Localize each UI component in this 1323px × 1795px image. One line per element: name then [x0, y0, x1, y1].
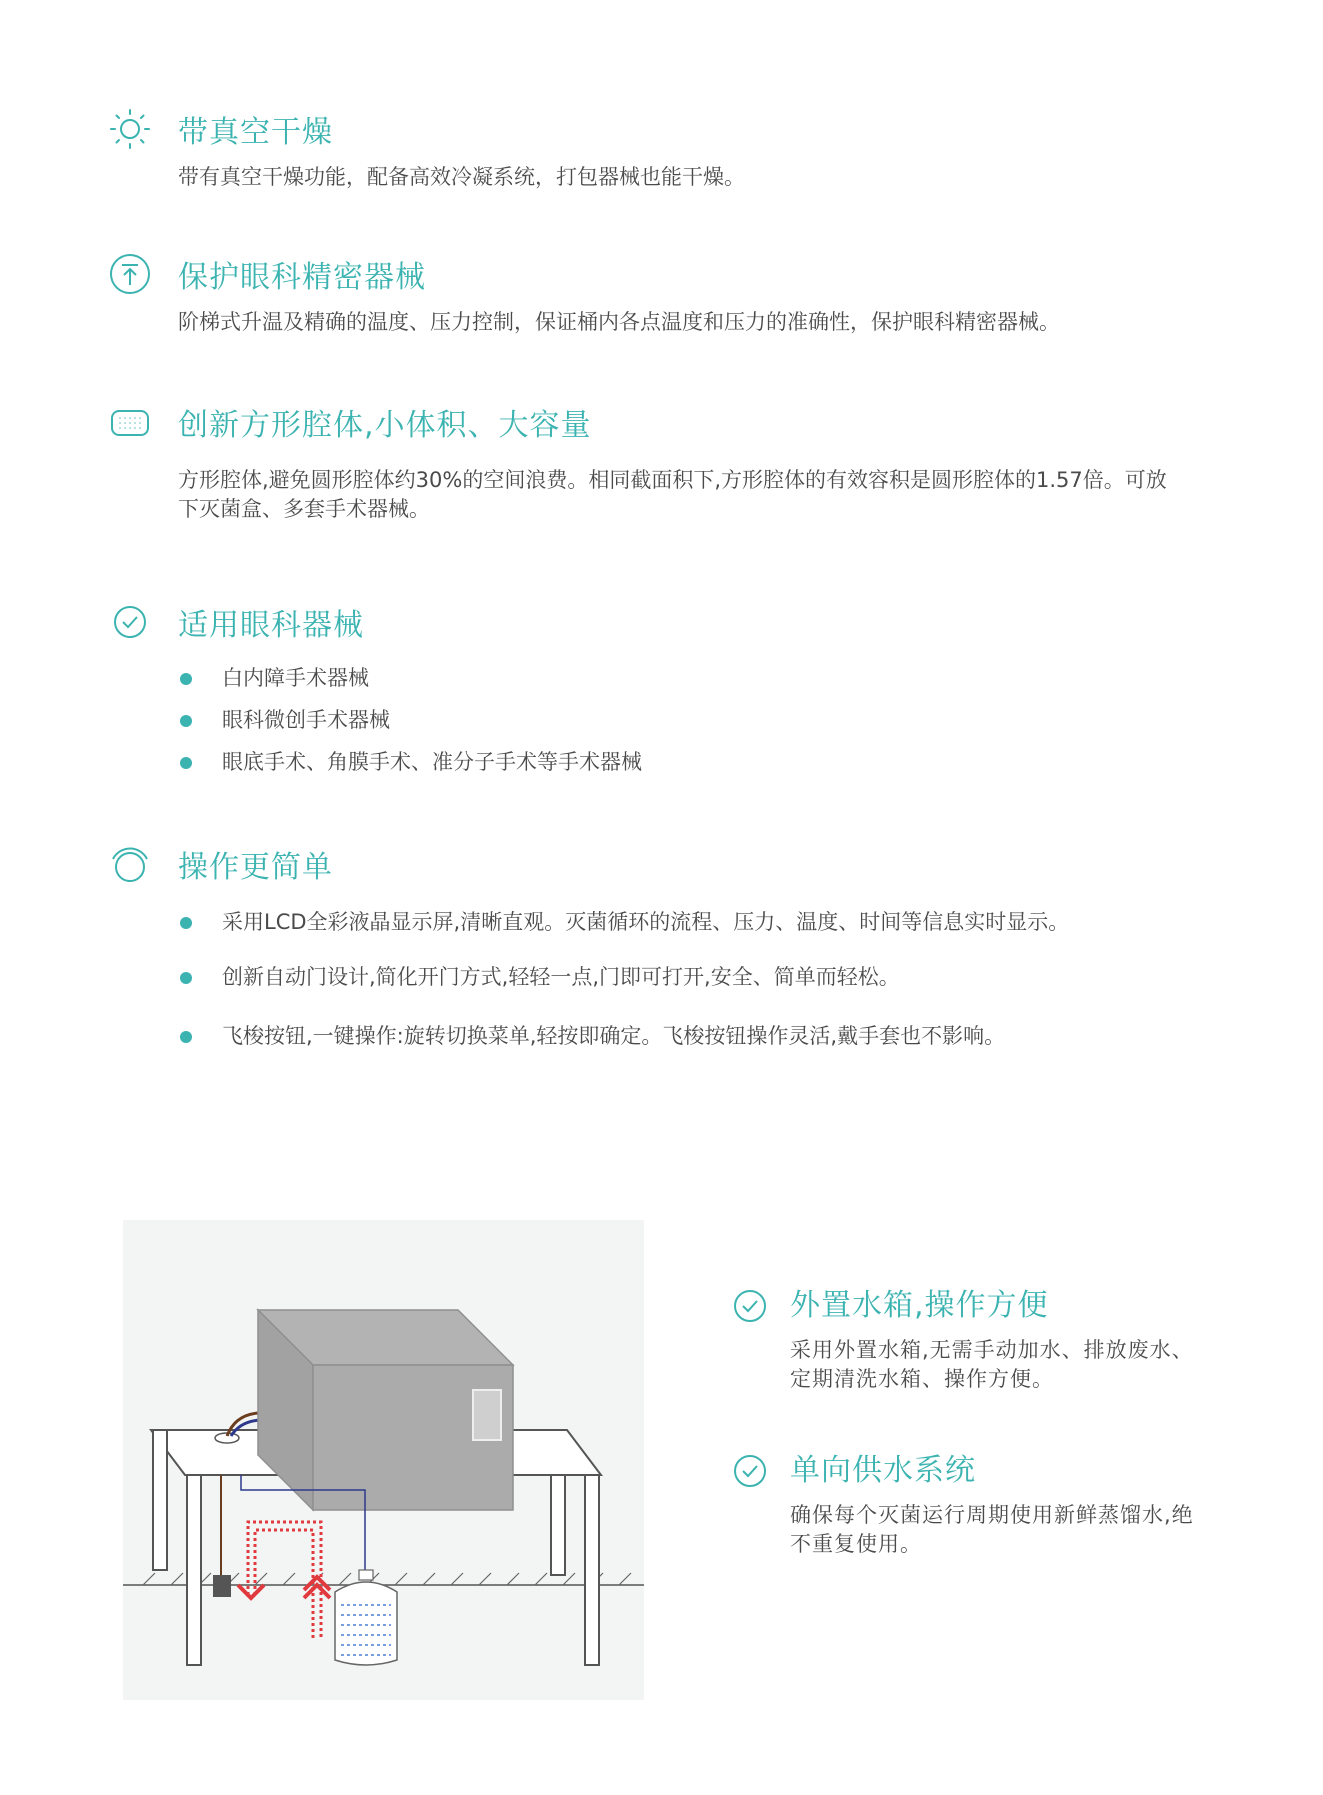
dial-icon	[108, 842, 152, 886]
section-desc: 带有真空干燥功能，配备高效冷凝系统，打包器械也能干燥。	[178, 165, 745, 189]
bullet-dot	[180, 715, 192, 727]
section-desc: 方形腔体,避免圆形腔体约30%的空间浪费。相同截面积下,方形腔体的有效容积是圆形腔体的1.57倍。可放下灭菌盒、多套手术器械。	[178, 468, 1167, 521]
feature-desc: 采用外置水箱,无需手动加水、排放废水、定期清洗水箱、操作方便。	[790, 1338, 1194, 1391]
bullet-dot	[180, 673, 192, 685]
check-circle-icon	[728, 1449, 772, 1493]
feature-title: 外置水箱,操作方便	[790, 1288, 1049, 1323]
operation-list	[178, 908, 1069, 1051]
feature-external-tank	[728, 1280, 1208, 1390]
bullet-dot	[180, 757, 192, 769]
section-chamber	[108, 398, 1198, 528]
list-item: 创新自动门设计,简化开门方式,轻轻一点,门即可打开,安全、简单而轻松。	[178, 963, 1069, 992]
list-item: 飞梭按钮,一键操作:旋转切换菜单,轻按即确定。飞梭按钮操作灵活,戴手套也不影响。	[178, 1022, 1069, 1051]
arrow-up-circle-icon	[108, 252, 152, 296]
list-item: 白内障手术器械	[178, 664, 642, 693]
section-desc: 阶梯式升温及精确的温度、压力控制，保证桶内各点温度和压力的准确性，保护眼科精密器械。	[178, 310, 1060, 334]
section-title: 适用眼科器械	[178, 608, 364, 643]
bullet-dot	[180, 972, 192, 984]
check-circle-icon	[108, 600, 152, 644]
check-circle-icon	[728, 1284, 772, 1328]
section-title: 带真空干燥	[178, 115, 333, 150]
section-protect	[108, 250, 1198, 340]
sterilizer-diagram	[123, 1220, 644, 1700]
list-item: 眼科微创手术器械	[178, 706, 642, 735]
section-operation	[108, 840, 1198, 1070]
bullet-dot	[180, 917, 192, 929]
list-item: 眼底手术、角膜手术、准分子手术等手术器械	[178, 748, 642, 777]
section-applicable	[108, 598, 1198, 778]
section-title: 保护眼科精密器械	[178, 260, 426, 295]
water-tank-illustration	[123, 1220, 644, 1700]
section-vacuum-dry	[108, 105, 1198, 195]
applicable-list	[178, 664, 642, 777]
sun-icon	[108, 107, 152, 151]
feature-desc: 确保每个灭菌运行周期使用新鲜蒸馏水,绝不重复使用。	[790, 1503, 1194, 1556]
feature-title: 单向供水系统	[790, 1453, 976, 1488]
bullet-dot	[180, 1031, 192, 1043]
feature-one-way-water	[728, 1445, 1208, 1555]
square-chamber-icon	[108, 400, 152, 444]
section-title: 创新方形腔体,小体积、大容量	[178, 408, 592, 443]
section-title: 操作更简单	[178, 850, 333, 885]
list-item: 采用LCD全彩液晶显示屏,清晰直观。灭菌循环的流程、压力、温度、时间等信息实时显示。	[178, 908, 1069, 937]
